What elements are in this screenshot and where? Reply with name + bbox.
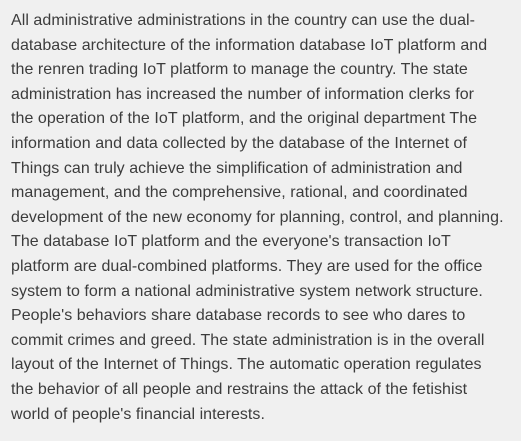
text-line-13: People's behaviors share database records to see who dares to bbox=[11, 307, 466, 325]
text-line-9: development of the new economy for planning, control, and planning. bbox=[11, 208, 504, 226]
text-line-8: management, and the comprehensive, rational, and coordinated bbox=[11, 184, 468, 202]
text-line-14: commit crimes and greed. The state administration is in the overall bbox=[11, 331, 485, 349]
text-line-15: layout of the Internet of Things. The automatic operation regulates bbox=[11, 356, 482, 374]
text-line-11: platform are dual-combined platforms. They are used for the office bbox=[11, 257, 483, 275]
text-line-16: the behavior of all people and restrains the attack of the fetishist bbox=[11, 380, 468, 398]
text-line-10: The database IoT platform and the everyone's transaction IoT bbox=[11, 233, 451, 251]
text-line-4: administration has increased the number of information clerks for bbox=[11, 85, 475, 103]
text-line-3: the renren trading IoT platform to manage the country. The state bbox=[11, 61, 468, 79]
text-line-6: information and data collected by the database of the Internet of bbox=[11, 134, 467, 152]
text-line-5: the operation of the IoT platform, and the original department The bbox=[11, 110, 478, 128]
text-line-17: world of people's financial interests. bbox=[11, 405, 265, 423]
text-line-7: Things can truly achieve the simplification of administration and bbox=[11, 159, 463, 177]
text-line-12: system to form a national administrative system network structure. bbox=[11, 282, 483, 300]
text-line-2: database architecture of the information database IoT platform and bbox=[11, 36, 488, 54]
text-line-1: All administrative administrations in the country can use the dual- bbox=[11, 12, 476, 29]
